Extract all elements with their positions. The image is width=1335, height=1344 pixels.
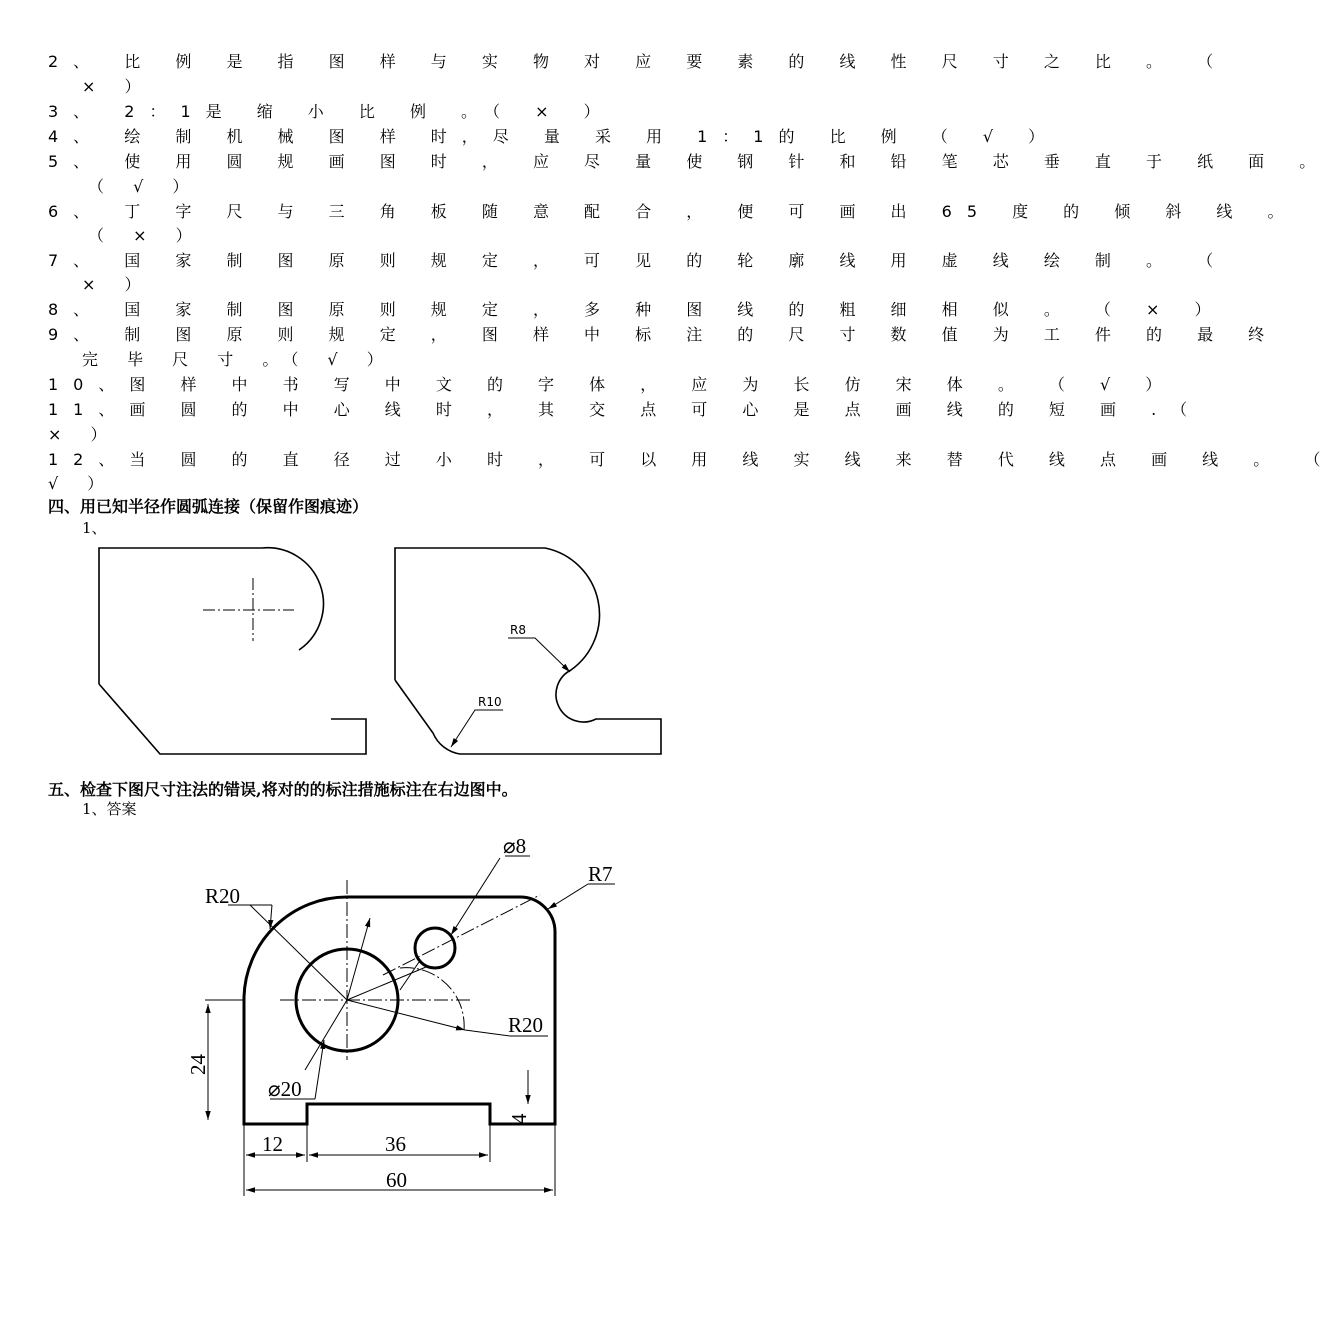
fig1-right-leaders: [451, 638, 570, 747]
fig1-left-drawing: [99, 548, 366, 754]
r10-leader: [451, 710, 503, 747]
dia8-circle: [415, 928, 455, 968]
item-2-line: 2、 比 例 是 指 图 样 与 实 物 对 应 要 素 的 线 性 尺 寸 之 比 。 （: [48, 52, 1229, 71]
fig1-left-outline-top: [99, 548, 323, 684]
item-11-answer: × ）: [48, 425, 119, 444]
r7-label: R7: [588, 862, 613, 886]
item-12-answer: √ ）: [48, 474, 116, 493]
dim-12-label: 12: [262, 1132, 283, 1156]
item-7-line: 7、 国 家 制 图 原 则 规 定 ， 可 见 的 轮 廓 线 用 虚 线 绘 制 。 （: [48, 251, 1229, 270]
item-2-answer: × ）: [82, 77, 153, 96]
section-4-title: 四、用已知半径作圆弧连接（保留作图痕迹）: [48, 497, 369, 516]
section-5-sub: 1、答案: [82, 800, 137, 818]
item-12-line: 12、当 圆 的 直 径 过 小 时 ， 可 以 用 线 实 线 来 替 代 线 点 画 线 。 （: [48, 450, 1335, 469]
dim-24-label: 24: [186, 1054, 210, 1075]
section-5-title: 五、检查下图尺寸注法的错误,将对的的标注措施标注在右边图中。: [48, 780, 518, 799]
fig1-left-outline-bottom: [99, 684, 366, 754]
item-11-line: 11、画 圆 的 中 心 线 时 ， 其 交 点 可 心 是 点 画 线 的 短 画 .（: [48, 400, 1203, 419]
item-3-line: 3、 2：1是 缩 小 比 例 。（ × ）: [48, 102, 615, 121]
r8-label: R8: [510, 623, 526, 637]
item-6-answer: （ × ）: [88, 226, 204, 245]
item-5-line: 5、 使 用 圆 规 画 图 时 ， 应 尽 量 使 钢 针 和 铅 笔 芯 垂 直 于 纸 面 。: [48, 152, 1331, 171]
dia8-label: ⌀8: [503, 834, 527, 858]
item-10-line: 10、图 样 中 书 写 中 文 的 字 体 ， 应 为 长 仿 宋 体 。 （ √ ）: [48, 375, 1177, 394]
fig1-right-drawing: [395, 548, 661, 754]
fig2-center-lines: [280, 880, 540, 1060]
r20-top-label: R20: [205, 884, 241, 908]
item-4-line: 4、 绘 制 机 械 图 样 时，尽 量 采 用 1：1的 比 例 （ √ ）: [48, 127, 1060, 146]
r20-right-label: R20: [508, 1013, 544, 1037]
item-9-answer: 完 毕 尺 寸 。（ √ ）: [82, 350, 395, 369]
item-6-line: 6、 丁 字 尺 与 三 角 板 随 意 配 合 ， 便 可 画 出 65 度 的 倾 斜 线 。: [48, 202, 1299, 221]
dim-60-label: 60: [386, 1168, 407, 1192]
r8-leader: [508, 638, 570, 672]
dia20-label: ⌀20: [268, 1077, 302, 1101]
item-5-answer: （ √ ）: [88, 177, 201, 196]
dim-4-label: 4: [507, 1113, 531, 1124]
item-8-line: 8、 国 家 制 图 原 则 规 定 ， 多 种 图 线 的 粗 细 相 似 。 （ × ）: [48, 300, 1226, 319]
dim-36-label: 36: [385, 1132, 406, 1156]
item-7-answer: × ）: [82, 275, 153, 294]
section-4-sub: 1、: [82, 519, 107, 537]
item-9-line: 9、 制 图 原 则 规 定 ， 图 样 中 标 注 的 尺 寸 数 值 为 工 件 的 最 终: [48, 325, 1280, 344]
r10-label: R10: [478, 695, 502, 709]
